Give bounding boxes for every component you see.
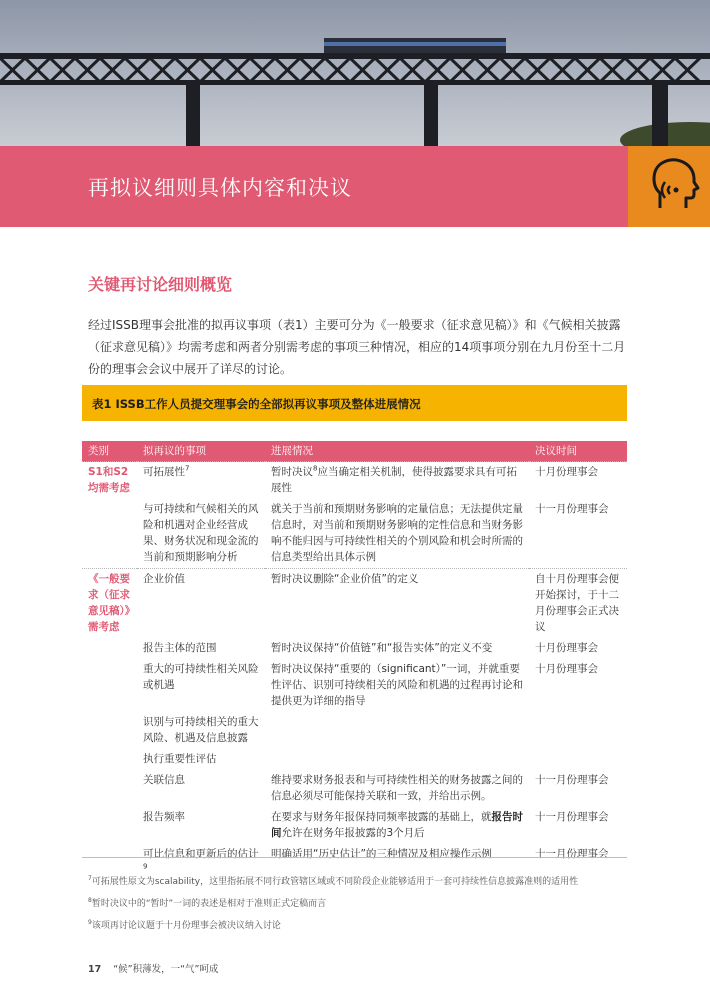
item-cell: 可比信息和更新后的估计$^9$ xyxy=(143,848,259,871)
item-cell: 报告频率 xyxy=(143,811,185,823)
category-cell xyxy=(82,638,137,659)
bridge-illustration xyxy=(0,0,710,146)
section-heading: 关键再讨论细则概览 xyxy=(88,275,233,294)
category-cell xyxy=(82,659,137,712)
item-cell: 识别与可持续相关的重大风险、机遇及信息披露 xyxy=(143,716,259,744)
table-row xyxy=(82,462,627,500)
col-header-item: 拟再议的事项 xyxy=(137,441,265,462)
category-cell: 《一般要求（征求意见稿）》需考虑 xyxy=(82,569,137,639)
issues-table xyxy=(82,441,627,881)
progress-cell: 维持要求财务报表和与可持续性相关的财务披露之间的信息必须尽可能保持关联和一致，并给出示例。 xyxy=(271,774,523,802)
table-row xyxy=(82,807,627,844)
item-cell: 报告主体的范围 xyxy=(143,642,217,654)
time-cell xyxy=(529,712,627,749)
table-row xyxy=(82,499,627,569)
progress-cell: 暂时决议$^8$应当确定相关机制，使得披露要求具有可拓展性 xyxy=(265,462,529,500)
time-cell: 十月份理事会 xyxy=(535,642,598,654)
title-band xyxy=(0,146,628,227)
item-cell: 企业价值 xyxy=(137,569,265,639)
time-cell: 十一月份理事会 xyxy=(535,503,609,515)
table-caption: 表1 ISSB工作人员提交理事会的全部拟再议事项及整体进展情况 xyxy=(92,397,421,411)
footnote-9: $^9$该项再讨论议题于十月份理事会被决议纳入讨论 xyxy=(88,919,281,931)
category-cell xyxy=(82,499,137,569)
item-cell: 可拓展性$^7$ xyxy=(137,462,265,500)
time-cell xyxy=(529,749,627,770)
table-header-row xyxy=(82,441,627,462)
time-cell: 十一月份理事会 xyxy=(535,848,609,860)
table-row xyxy=(82,638,627,659)
footnote-8: $^8$暂时决议中的“暂时”一词的表述是相对于准则正式定稿而言 xyxy=(88,897,327,909)
col-header-time: 决议时间 xyxy=(529,441,627,462)
item-cell: 关联信息 xyxy=(143,774,185,786)
item-cell: 与可持续和气候相关的风险和机遇对企业经营成果、财务状况和现金流的当前和预期影响分析 xyxy=(143,503,259,563)
footer-text: “候”积薄发，一“气”呵成 xyxy=(113,964,219,975)
page-number: 17 xyxy=(88,964,102,975)
progress-cell xyxy=(265,749,529,770)
progress-cell: 就关于当前和预期财务影响的定量信息；无法提供定量信息时，对当前和预期财务影响的定性信息和当财务影响不能归因与可持续性相关的个别风险和机会时所需的信息类型给出具体示例 xyxy=(271,503,523,563)
col-header-category: 类别 xyxy=(82,441,137,462)
table-row xyxy=(82,659,627,712)
progress-cell xyxy=(265,712,529,749)
progress-cell: 暂时决议保持“重要的（significant）”一词，并就重要性评估、识别可持续相关的风险和机遇的过程再讨论和提供更为详细的指导 xyxy=(271,663,523,707)
category-cell xyxy=(82,712,137,749)
category-cell xyxy=(82,749,137,770)
intro-paragraph: 经过ISSB理事会批准的拟再议事项（表1）主要可分为《一般要求（征求意见稿）》和《气候相关披露（征求意见稿）》均需考虑和两者分别需考虑的事项三种情况，相应的14项事项分别在九月份至十二月份的理事会会议中展开了详尽的讨论。 xyxy=(88,318,626,376)
time-cell: 十一月份理事会 xyxy=(535,811,609,823)
page-footer xyxy=(88,961,218,975)
page-title: 再拟议细则具体内容和决议 xyxy=(88,176,352,200)
icon-box xyxy=(628,146,710,227)
progress-cell: 暂时决议删除“企业价值”的定义 xyxy=(265,569,529,639)
col-header-progress: 进展情况 xyxy=(265,441,529,462)
category-cell xyxy=(82,770,137,807)
item-cell: 重大的可持续性相关风险或机遇 xyxy=(143,663,259,691)
progress-cell: 在要求与财务年报保持同频率披露的基础上，就报告时间允许在财务年报披露的3个月后 xyxy=(271,811,523,839)
time-cell: 自十月份理事会便开始探讨，于十二月份理事会正式决议 xyxy=(529,569,627,639)
item-cell: 执行重要性评估 xyxy=(143,753,217,765)
table-row xyxy=(82,569,627,639)
category-cell: S1和S2均需考虑 xyxy=(82,462,137,500)
table-row xyxy=(82,749,627,770)
time-cell: 十月份理事会 xyxy=(535,663,598,675)
footnote-7: $^7$可拓展性原文为scalability，这里指拓展不同行政管辖区域或不同阶段企业能够适用于一套可持续性信息披露准则的适用性 xyxy=(88,875,579,887)
table-row xyxy=(82,712,627,749)
speaking-head-icon xyxy=(628,146,710,227)
time-cell: 十一月份理事会 xyxy=(535,774,609,786)
time-cell: 十月份理事会 xyxy=(529,462,627,500)
table-row xyxy=(82,770,627,807)
progress-cell: 暂时决议保持“价值链”和“报告实体”的定义不变 xyxy=(271,642,493,654)
hero-photo xyxy=(0,0,710,146)
table-caption-bar xyxy=(82,385,627,421)
footnote-divider xyxy=(82,857,627,858)
category-cell xyxy=(82,807,137,844)
progress-cell: 明确适用“历史估计”的三种情况及相应操作示例 xyxy=(271,848,492,860)
